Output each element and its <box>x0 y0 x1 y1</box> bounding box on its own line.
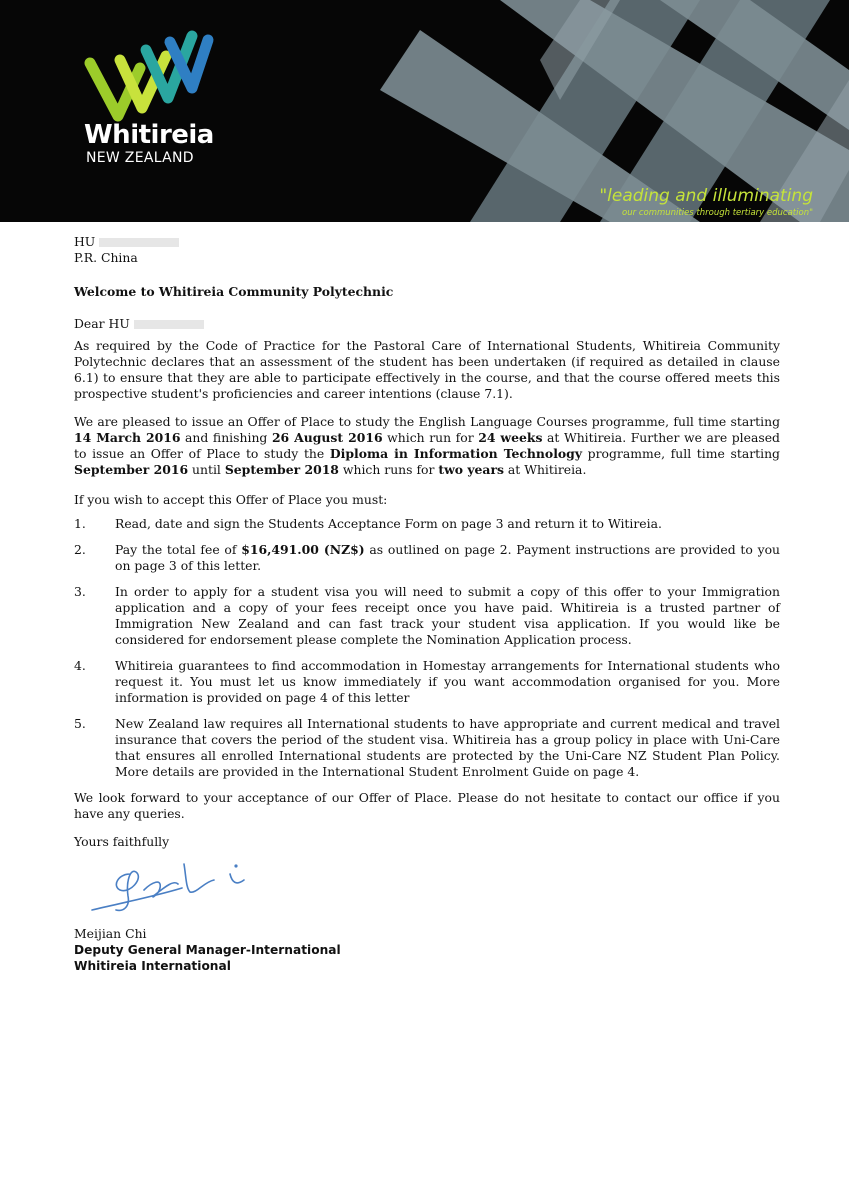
list-item: 4. Whitireia guarantees to find accommodation in Homestay arrangements for International students who request it. You must let us know immediately if you want accommodation organised for you. More information is provided on page 4 of this letter <box>74 658 780 705</box>
letter-heading: Welcome to Whitireia Community Polytechnic <box>74 284 394 299</box>
acceptance-intro: If you wish to accept this Offer of Place you must: <box>74 492 388 507</box>
salutation-line <box>74 316 780 332</box>
tagline: "leading and illuminating <box>599 186 813 206</box>
diploma-end: September 2018 <box>224 462 339 477</box>
pastoral-care-paragraph: As required by the Code of Practice for the Pastoral Care of International Students, Whitireia Community Polytechnic declares that an assessment of the student has been undertaken (if required as detailed in clause 6.1) to ensure that they are able to participate effectively in the course, and that the course offered meets this prospective student's proficiencies and career intentions (clause 7.1). <box>74 338 780 401</box>
english-end-date: 26 August 2016 <box>271 430 383 445</box>
handwritten-signature-icon <box>86 856 286 920</box>
acceptance-steps <box>74 516 780 780</box>
total-fee: $16,491.00 (NZ$) <box>241 542 365 557</box>
diploma-start: September 2016 <box>74 462 189 477</box>
diploma-duration: two years <box>438 462 504 477</box>
signer-title: Deputy General Manager-International <box>74 943 341 957</box>
english-start-date: 14 March 2016 <box>74 430 181 445</box>
list-item: 1. Read, date and sign the Students Acceptance Form on page 3 and return it to Witireia. <box>74 516 662 531</box>
list-item: 5. New Zealand law requires all International students to have appropriate and current medical and travel insurance that covers the period of the student visa. Whitireia has a group policy in place with Uni-Care that ensures all enrolled International students are protected by the Uni-Care NZ Student Plan Policy. More details are provided in the International Student Enrolment Guide on page 4. <box>74 716 780 779</box>
english-duration: 24 weeks <box>478 430 543 445</box>
signer-name: Meijian Chi <box>74 926 147 941</box>
redacted-text <box>99 238 179 247</box>
signer-organisation: Whitireia International <box>74 959 231 973</box>
list-item: 2. Pay the total fee of $16,491.00 (NZ$) as outlined on page 2. Payment instructions are provided to you on page 3 of this letter. <box>74 542 781 573</box>
letter-body <box>74 234 780 974</box>
list-item: 3. In order to apply for a student visa you will need to submit a copy of this offer to your Immigration application and a copy of your fees receipt once you have paid. Whitireia is a trusted partner of Immigration New Zealand and can fast track your student visa application. If you would like be considered for endorsement please complete the Nomination Application process. <box>74 584 780 647</box>
signoff: Yours faithfully <box>74 834 170 849</box>
redacted-text <box>134 320 204 329</box>
closing-paragraph: We look forward to your acceptance of our Offer of Place. Please do not hesitate to contact our office if you have any queries. <box>74 790 780 821</box>
salutation: Dear HU <box>74 316 130 331</box>
recipient-name: HU <box>74 234 96 249</box>
brand-name: Whitireia <box>84 120 214 150</box>
brand-country: NEW ZEALAND <box>86 150 194 166</box>
recipient-country: P.R. China <box>74 250 138 265</box>
letterhead-banner <box>0 0 849 222</box>
offer-paragraph: We are pleased to issue an Offer of Place to study the English Language Courses programme, full time starting 14 March 2016 and finishing 26 August 2016 which run for 24 weeks at Whitireia. Further we are pleased to issue an Offer of Place to study the Diploma in Information Technology programme, full time starting September 2016 until September 2018 which runs for two years at Whitireia. <box>74 414 780 477</box>
diploma-programme: Diploma in Information Technology <box>329 446 583 461</box>
tagline-subtext: our communities through tertiary education" <box>622 208 813 218</box>
recipient-name-line <box>74 234 780 250</box>
